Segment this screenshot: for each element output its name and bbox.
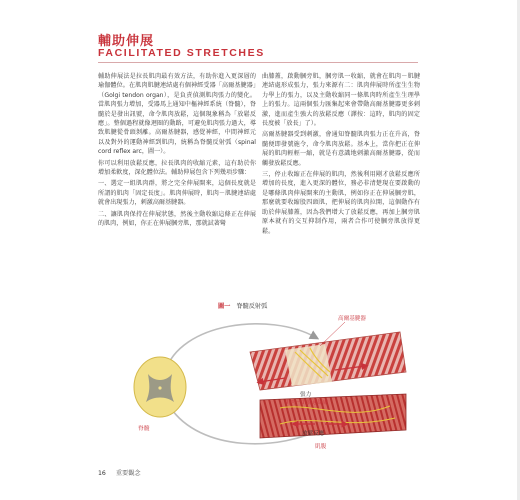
title-divider (98, 62, 418, 63)
text-column-left (98, 72, 256, 231)
page-number: 16 (98, 470, 106, 477)
paragraph: 輔助伸展法是拉長肌肉最有效方法，有助你進入更深層的瑜伽體位。在肌肉肌腱連結處有個神經受器「高爾基腱器」（Golgi tendon organ），是負責偵測肌肉張力的變化。當肌肉張力增加，受器馬上通知中樞神經系統（脊髓），脊髓於是發出訊號，命令肌肉放鬆，這個現象稱為「放鬆反應」。整個過程就像迴圈的動路，可避免肌肉張力過大，導致肌腱從骨頭剝離。高爾基腱器，感覺神經，中間神經元以及對外的運動神經到肌肉，統稱為脊髓反射弧（spinal cord reflex arc，圖一）。 (98, 73, 256, 156)
figure-title: 脊髓反射弧 (236, 303, 268, 310)
page-edge-shadow (512, 0, 520, 500)
running-footer-title: 重要觀念 (115, 470, 141, 477)
muscle-belly-graphic (260, 394, 406, 438)
paragraph: 曲膝蓋，啟動膕旁肌，膕旁肌一收縮，就會在肌肉－肌腱連結處形成張力，張力來源有二：肌肉伸展時所產生生物力學上的張力，以及主動收縮同一條肌肉時所產生生理學上的張力。這兩個張力匯集起來會帶動高爾基腱器更多刺激，進而產生強大的放鬆反應（譯按：這時，肌肉的固定長度被「放長」了）。 (262, 73, 420, 128)
label-tension: 張力 (300, 392, 312, 398)
figure-number: 圖一 (218, 303, 231, 310)
label-junction: 肌肉－肌腱連結處 (285, 400, 329, 406)
spinal-cord-icon (134, 357, 186, 417)
page-footer (98, 468, 141, 477)
paragraph: 一、選定一組肌肉群，將之完全伸展開來，這個長度就是所謂的肌肉「固定長度」。肌肉伸展時，肌肉－肌腱連結處就會出現張力，刺激高爾基腱器。 (98, 180, 256, 207)
section-title: 輔助伸展 (98, 34, 155, 49)
paragraph: 三，停止收縮正在伸展的肌肉，然後利用剛才放鬆反應所增加的長度，進入更深的體位，務必非清楚現在要啟動的是哪條肌肉伸展開來的主動肌，例如你正在伸展膕旁肌，那麼就要收縮股四頭肌，把伸展的肌肉拉開，這個動作有助於伸展膝蓋，因為我們增大了放鬆反應，再加上膕旁肌原本就有的交互抑制作用，兩者合作可使膕旁肌放得更鬆。 (262, 171, 420, 235)
text-column-right (262, 72, 420, 238)
label-spinal-cord: 脊髓 (138, 426, 150, 432)
reflex-arc-illustration (110, 312, 410, 452)
figure-caption (218, 301, 267, 310)
muscle-tendon-junction-graphic (250, 332, 406, 390)
paragraph: 二、讓肌肉保持在伸展狀態，然後主動收縮這條正在伸展的肌肉，例如，你正在伸展膕旁肌，那就試著彎 (98, 210, 256, 228)
section-title-english: FACILITATED STRETCHES (98, 47, 265, 59)
label-golgi-tendon-organ: 高爾基腱器 (338, 316, 366, 322)
paragraph: 高爾基腱器受到刺激，會通知脊髓肌肉張力正在升高，脊髓便即發號施令，命令肌肉放鬆。基本上，當你把正在伸展的肌肉輕輕一縮，就是有意識地刺激高爾基腱器，從而觸發放鬆反應。 (262, 131, 420, 167)
paragraph: 你可以利用放鬆反應，拉長肌肉的收縮元素，這有助於你增加柔軟度，深化體位法。輔助伸展包含下列幾項步驟： (98, 159, 256, 177)
label-relaxation-response: 放鬆反應 (302, 431, 325, 437)
label-muscle-belly: 肌腹 (315, 444, 327, 450)
